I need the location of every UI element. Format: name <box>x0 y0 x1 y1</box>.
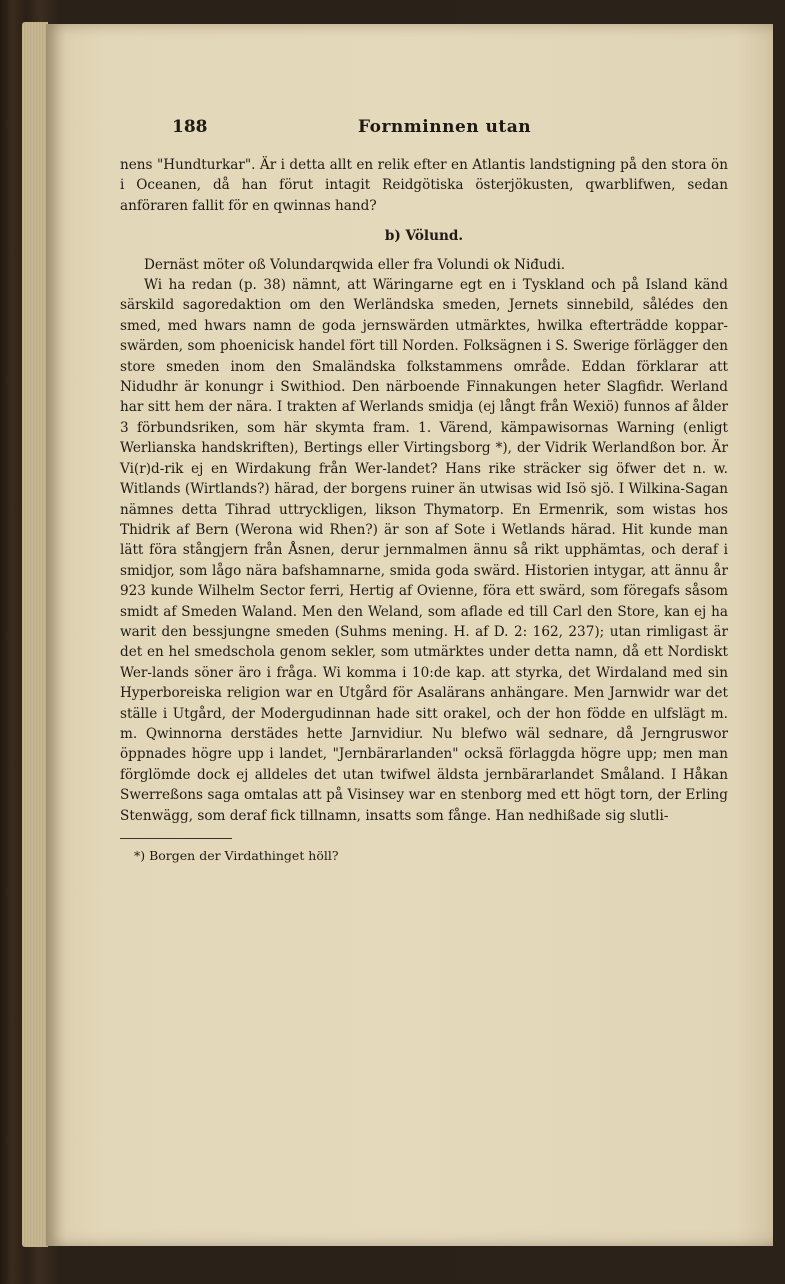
paragraph-main: Wi ha redan (p. 38) nämnt, att Wäringarne egt en i Tyskland och på Island känd särskild sagoredaktion om den Werländska smeden, Jernets sinnebild, sålédes den smed, med hwars namn de goda jernswärden utmärktes, hwilka efterträdde koppar-swärden, som phoenicisk handel fört till Norden. Folksägnen i S. Swerige förlägger den store smeden inom den Smaländska folkstammens område. Eddan förklarar att Nidudhr är konungr i Swithiod. Den närboende Finnakungen heter Slagfidr. Werland har sitt hem der nära. I trakten af Werlands smidja (ej långt från Wexiö) funnos af ålder 3 förbundsriken, som här skymta fram. 1. Värend, kämpawisornas Warning (enligt Werlianska handskriften), Bertings eller Virtingsborg *), der Vidrik Werlandßon bor. Är Vi(r)d-rik ej en Wirdakung från Wer-landet? Hans rike sträcker sig öfwer det n. w. Witlands (Wirtlands?) härad, der borgens ruiner än utwisas wid Isö sjö. I Wilkina-Sagan nämnes detta Tihrad uttryckligen, likson Thymatorp. En Ermenrik, som wistas hos Thidrik af Bern (Werona wid Rhen?) är son af Sote i Wetlands härad. Hit kunde man lätt föra stångjern från Åsnen, derur jernmalmen ännu så rikt upphämtas, och deraf i smidjor, som lågo nära bafshamnarne, smida goda swärd. Historien intygar, att ännu år 923 kunde Wilhelm Sector ferri, Hertig af Ovienne, föra ett swärd, som föregafs såsom smidt af Smeden Waland. Men den Weland, som aflade ed till Carl den Store, kan ej ha warit den bessjungne smeden (Suhms mening. H. af D. 2: 162, 237); utan rimligast är det en hel smedschola genom sekler, som utmärktes under detta namn, då ett Nordiskt Wer-lands söner äro i fråga. Wi komma i 10:de kap. att styrka, det Wirdaland med sin Hyperboreiska religion war en Utgård för Asalärans anhängare. Men Jarnwidr war det ställe i Utgård, der Modergudinnan hade sitt orakel, och der hon födde en ulfslägt m. m. Qwinnorna derstädes hette Jarnvidiur. Nu blefwo wäl sednare, då Jerngruswor öppnades högre upp i landet, "Jernbärarlanden" ocksä förlaggda högre upp; men man förglömde dock ej alldeles det utan twifwel äldsta jernbärarlandet Småland. I Håkan Swerreßons saga omtalas att på Visinsey war en stenborg med ett högt torn, der Erling Stenwägg, som deraf fick tillnamn, insatts som fånge. Han nedhißade sig slutli- <box>120 277 728 824</box>
section-heading: b) Völund. <box>384 228 464 245</box>
page-body <box>120 155 728 865</box>
footnote-rule <box>120 838 232 839</box>
paragraph-continued: nens "Hundturkar". Är i detta allt en relik efter en Atlantis landstigning på den stora ön i Oceanen, då han förut intagit Reidgötiska österjökusten, qwarblifwen, sedan anföraren fallit för en qwinnas hand? <box>120 157 728 214</box>
page-header <box>172 117 780 139</box>
page-number: 188 <box>172 117 208 137</box>
paragraph-intro: Dernäst möter oß Volundarqwida eller fra Volundi ok Niđudi. <box>144 256 566 273</box>
page-edges <box>22 22 48 1247</box>
footnote: *) Borgen der Virdathinget höll? <box>134 848 339 863</box>
running-title: Fornminnen utan <box>358 117 532 137</box>
